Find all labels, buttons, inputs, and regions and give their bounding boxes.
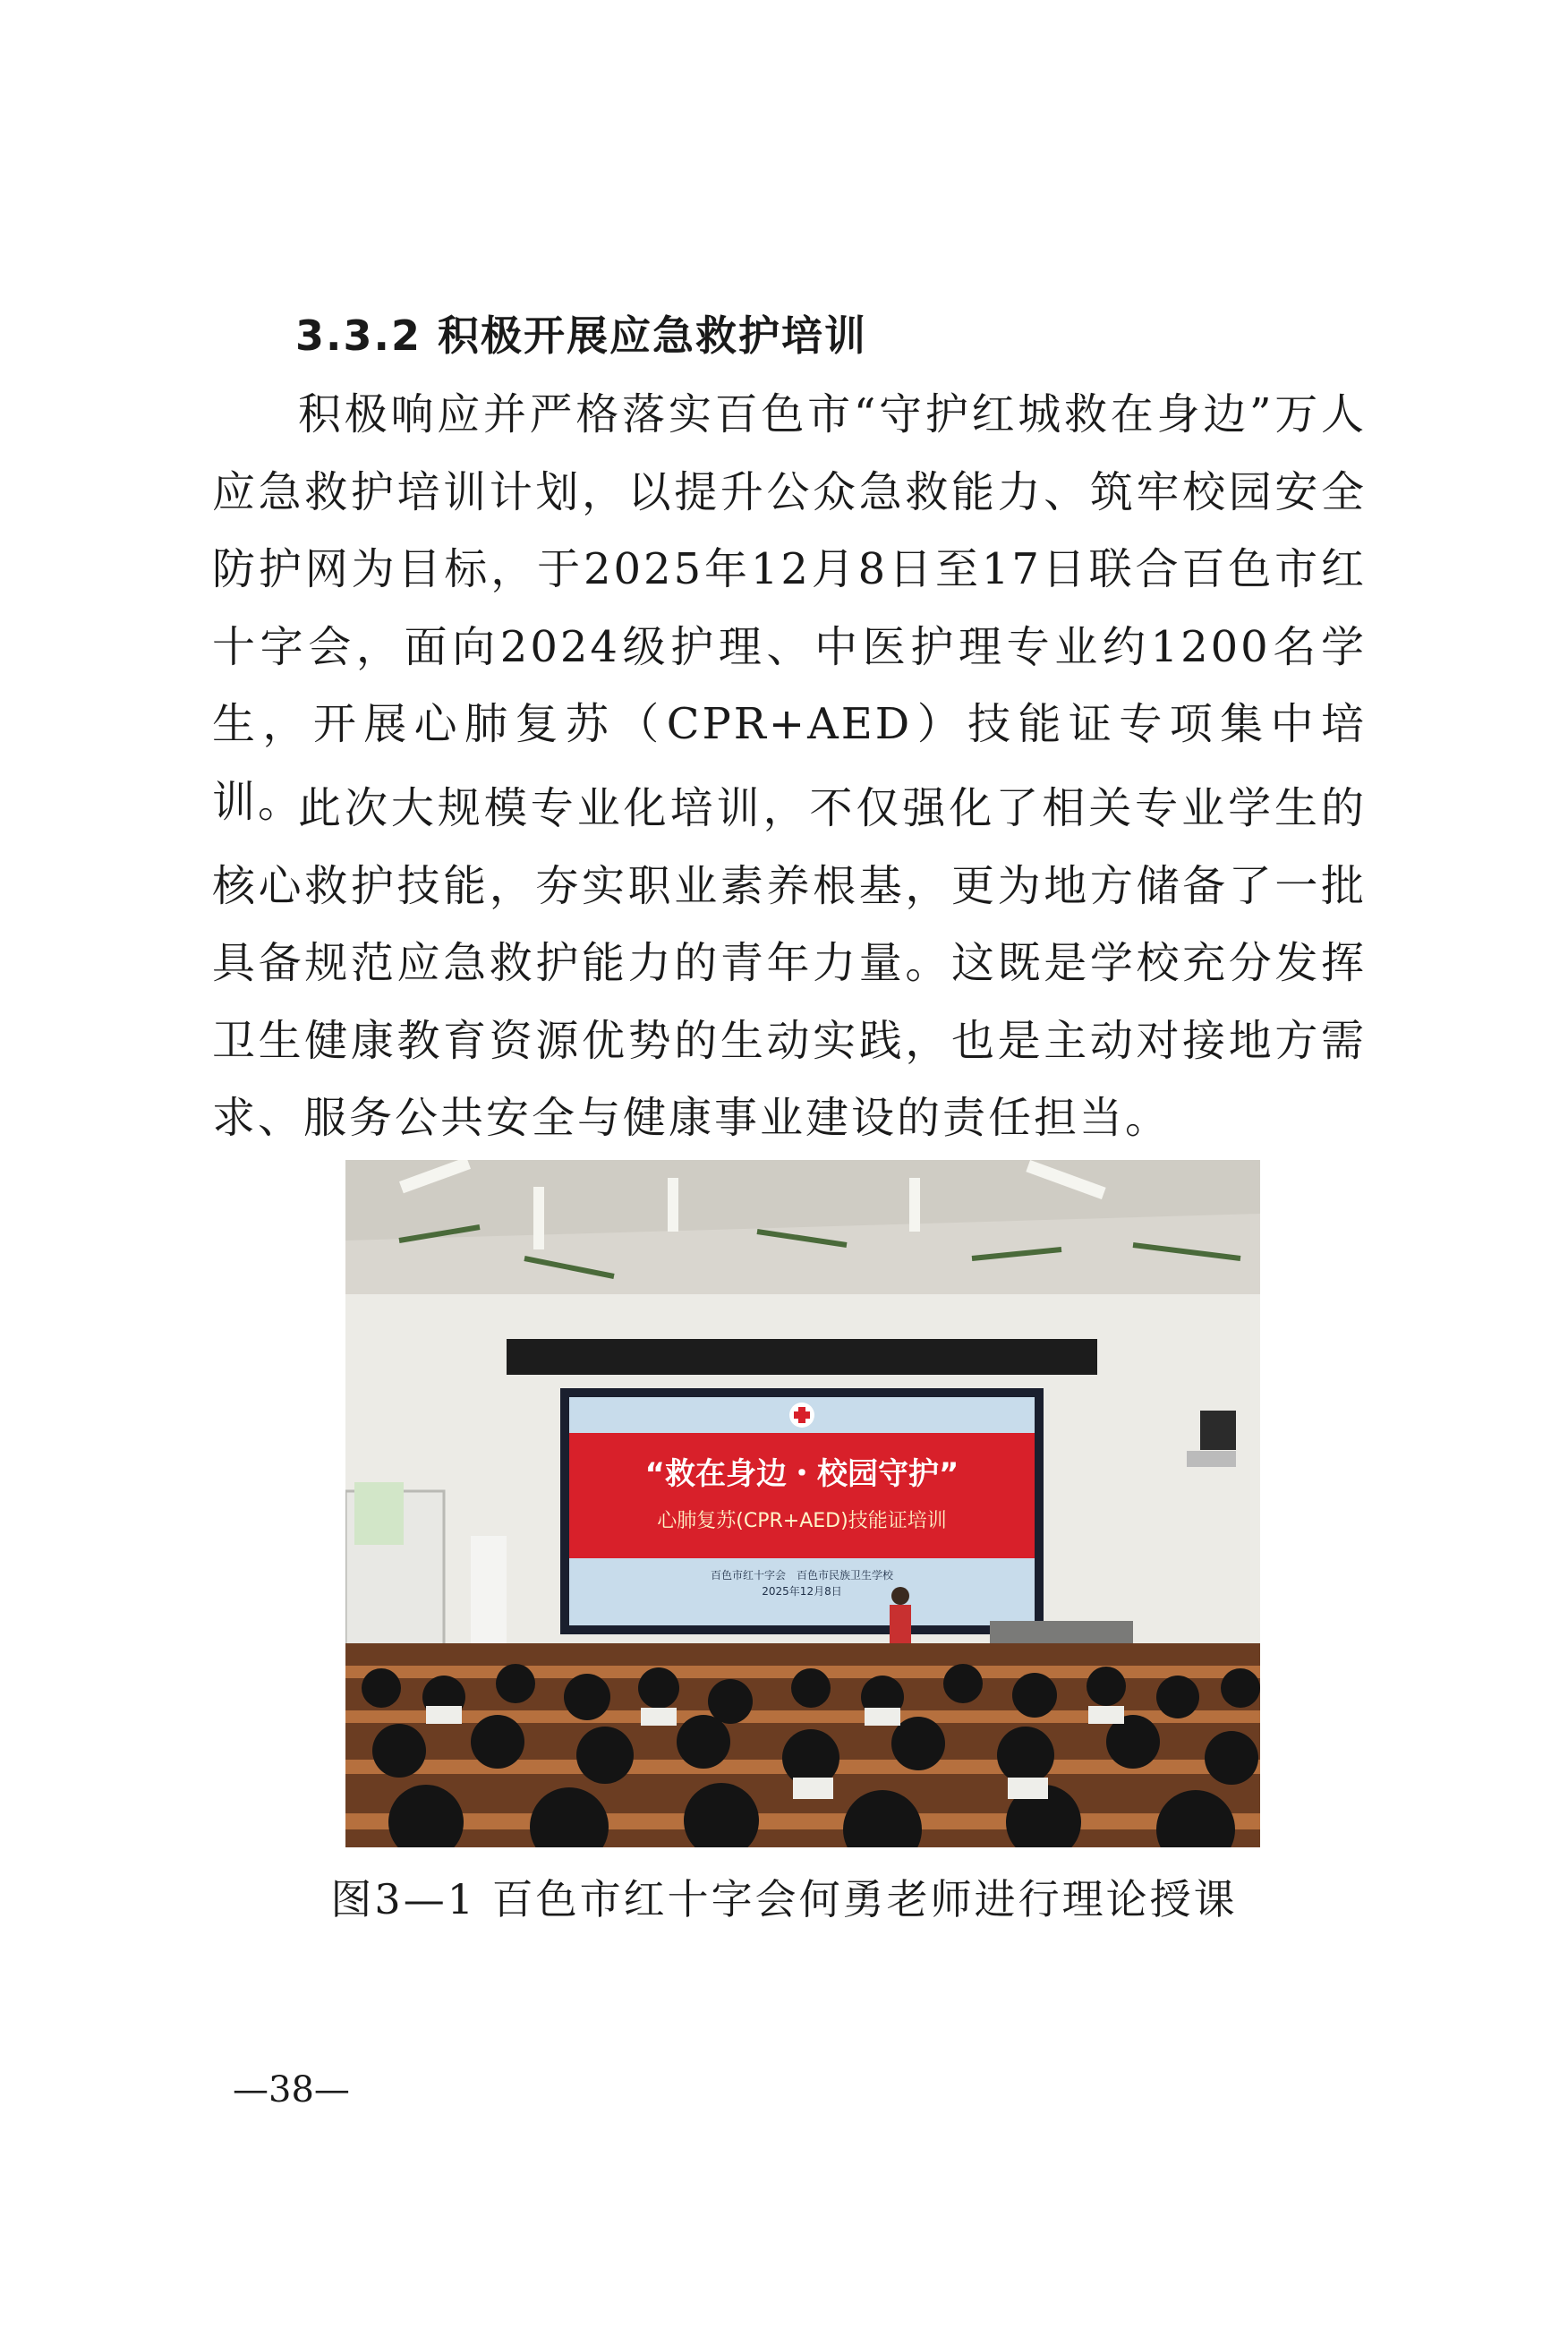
screen-date: 2025年12月8日 (762, 1585, 842, 1598)
figure-caption: 图3—1 百色市红十字会何勇老师进行理论授课 (330, 1875, 1238, 1923)
section-heading: 3.3.2 积极开展应急救护培训 (295, 311, 867, 360)
page-number: —38— (233, 2069, 350, 2110)
screen-title: “救在身边・校园守护” (644, 1456, 959, 1492)
screen-org: 百色市红十字会 百色市民族卫生学校 (710, 1569, 894, 1582)
paragraph-1: 积极响应并严格落实百色市“守护红城救在身边”万人应急救护培训计划，以提升公众急救能力、筑牢校园安全防护网为目标，于2025年12月8日至17日联合百色市红十字会，面向2024级护理、中医护理专业约1200名学生，开展心肺复苏（CPR+AED）技能证专项集中培训。 (212, 389, 1367, 827)
training-photo (345, 1160, 1260, 1847)
paragraph-2: 此次大规模专业化培训，不仅强化了相关专业学生的核心救护技能，夯实职业素养根基，更为地方储备了一批具备规范应急救护能力的青年力量。这既是学校充分发挥卫生健康教育资源优势的生动实践，也是主动对接地方需求、服务公共安全与健康事业建设的责任担当。 (212, 783, 1367, 1143)
screen-subtitle: 心肺复苏(CPR+AED)技能证培训 (657, 1510, 947, 1532)
